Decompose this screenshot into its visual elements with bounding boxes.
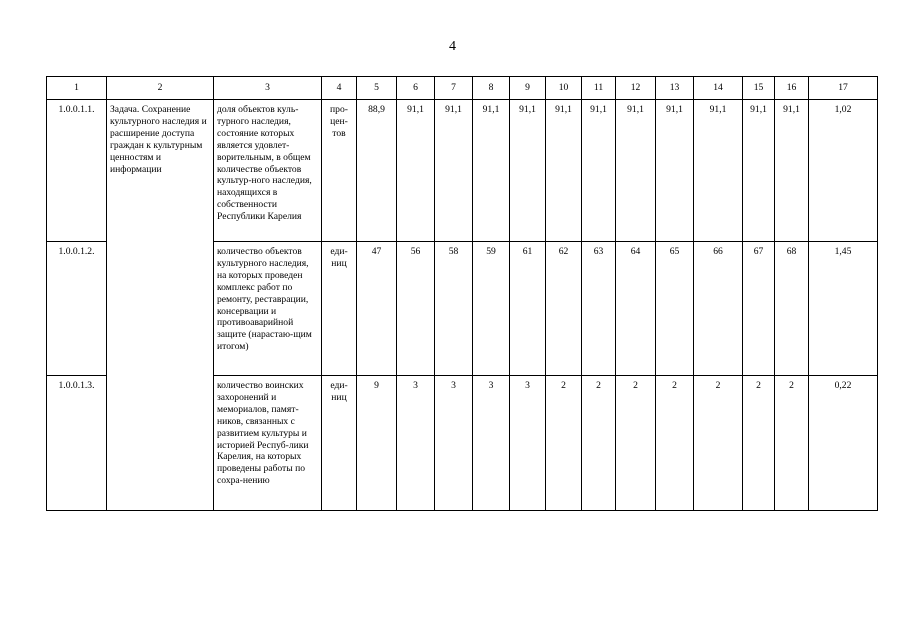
column-header-2: 2 <box>107 77 214 100</box>
row-code: 1.0.0.1.2. <box>47 242 107 376</box>
value-cell: 3 <box>473 376 510 511</box>
value-cell: 2 <box>775 376 809 511</box>
value-cell: 47 <box>357 242 397 376</box>
column-header-1: 1 <box>47 77 107 100</box>
indicators-table <box>46 76 878 511</box>
value-cell: 91,1 <box>397 100 435 242</box>
column-header-7: 7 <box>435 77 473 100</box>
unit-cell: еди-ниц <box>322 242 357 376</box>
value-cell: 2 <box>582 376 616 511</box>
column-header-12: 12 <box>616 77 656 100</box>
ratio-cell: 1,02 <box>809 100 878 242</box>
value-cell: 63 <box>582 242 616 376</box>
task-label: Задача. Сохранение культурного наследия и расширение доступа граждан к культурным ценностям и информации <box>110 104 207 175</box>
value-cell: 67 <box>743 242 775 376</box>
value-cell: 62 <box>546 242 582 376</box>
value-cell: 2 <box>546 376 582 511</box>
value-cell: 91,1 <box>694 100 743 242</box>
column-header-14: 14 <box>694 77 743 100</box>
value-cell: 91,1 <box>510 100 546 242</box>
indicator-cell: доля объектов куль-турного наследия, состояние которых является удовлет-ворительным, в общем количестве объектов культур-ного наследия, находящихся в собственности Республики Карелия <box>214 100 322 242</box>
column-header-10: 10 <box>546 77 582 100</box>
value-cell: 59 <box>473 242 510 376</box>
value-cell: 91,1 <box>582 100 616 242</box>
value-cell: 58 <box>435 242 473 376</box>
column-header-9: 9 <box>510 77 546 100</box>
value-cell: 91,1 <box>473 100 510 242</box>
value-cell: 66 <box>694 242 743 376</box>
column-header-13: 13 <box>656 77 694 100</box>
row-code: 1.0.0.1.3. <box>47 376 107 511</box>
value-cell: 91,1 <box>435 100 473 242</box>
value-cell: 56 <box>397 242 435 376</box>
value-cell: 61 <box>510 242 546 376</box>
column-header-5: 5 <box>357 77 397 100</box>
value-cell: 3 <box>397 376 435 511</box>
value-cell: 88,9 <box>357 100 397 242</box>
value-cell: 2 <box>694 376 743 511</box>
value-cell: 91,1 <box>656 100 694 242</box>
value-cell: 91,1 <box>546 100 582 242</box>
column-header-4: 4 <box>322 77 357 100</box>
table-header-row <box>47 77 878 100</box>
table-row <box>47 100 878 242</box>
value-cell: 9 <box>357 376 397 511</box>
row-code: 1.0.0.1.1. <box>47 100 107 242</box>
column-header-8: 8 <box>473 77 510 100</box>
indicator-cell: количество объектов культурного наследия, на которых проведен комплекс работ по ремонту, реставрации, консервации и противоаварийной защите (нарастаю-щим итогом) <box>214 242 322 376</box>
value-cell: 91,1 <box>775 100 809 242</box>
column-header-6: 6 <box>397 77 435 100</box>
column-header-15: 15 <box>743 77 775 100</box>
column-header-3: 3 <box>214 77 322 100</box>
ratio-cell: 0,22 <box>809 376 878 511</box>
ratio-cell: 1,45 <box>809 242 878 376</box>
value-cell: 65 <box>656 242 694 376</box>
value-cell: 2 <box>743 376 775 511</box>
value-cell: 3 <box>510 376 546 511</box>
value-cell: 2 <box>616 376 656 511</box>
column-header-17: 17 <box>809 77 878 100</box>
page-number: 4 <box>449 39 456 54</box>
value-cell: 64 <box>616 242 656 376</box>
value-cell: 91,1 <box>743 100 775 242</box>
value-cell: 3 <box>435 376 473 511</box>
value-cell: 2 <box>656 376 694 511</box>
task-cell <box>107 100 214 511</box>
value-cell: 68 <box>775 242 809 376</box>
value-cell: 91,1 <box>616 100 656 242</box>
column-header-16: 16 <box>775 77 809 100</box>
unit-cell: про-цен-тов <box>322 100 357 242</box>
indicator-cell: количество воинских захоронений и мемориалов, памят-ников, связанных с развитием культуры и историей Респуб-лики Карелия, на которых проведены работы по сохра-нению <box>214 376 322 511</box>
column-header-11: 11 <box>582 77 616 100</box>
unit-cell: еди-ниц <box>322 376 357 511</box>
